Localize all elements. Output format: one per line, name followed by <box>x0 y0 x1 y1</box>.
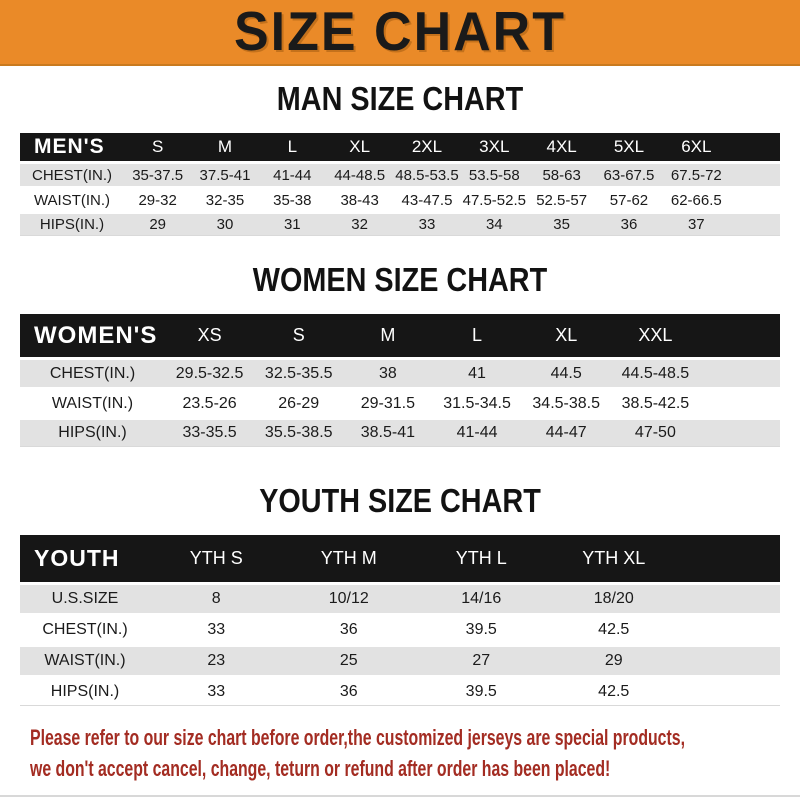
size-value-cell: 38.5-42.5 <box>611 390 700 417</box>
table-row <box>20 647 780 675</box>
size-value-cell: 42.5 <box>548 616 681 644</box>
column-header: S <box>254 314 343 357</box>
man-size-chart-section <box>0 83 800 239</box>
column-header: 4XL <box>528 133 595 161</box>
size-value-cell: 58-63 <box>528 164 595 186</box>
size-chart-banner <box>0 0 800 66</box>
size-value-cell: 29 <box>548 647 681 675</box>
size-value-cell: 36 <box>283 678 416 706</box>
section-heading-man: MAN SIZE CHART <box>276 81 524 118</box>
column-header: L <box>432 314 521 357</box>
table-row <box>20 616 780 644</box>
table-header-bar <box>20 133 780 161</box>
column-header: XL <box>522 314 611 357</box>
youth-size-table <box>20 532 780 709</box>
size-value-cell: 29 <box>124 214 191 236</box>
size-value-cell: 23 <box>150 647 283 675</box>
column-header: YTH L <box>415 535 548 582</box>
womens-size-table <box>20 311 780 450</box>
column-header: S <box>124 133 191 161</box>
size-value-cell: 33 <box>150 678 283 706</box>
row-label: CHEST(IN.) <box>20 164 124 186</box>
size-value-cell: 14/16 <box>415 585 548 613</box>
size-value-cell: 48.5-53.5 <box>393 164 460 186</box>
size-value-cell: 42.5 <box>548 678 681 706</box>
size-value-cell: 44-47 <box>522 420 611 447</box>
row-label: HIPS(IN.) <box>20 214 124 236</box>
women-size-chart-section <box>0 264 800 450</box>
column-header: M <box>343 314 432 357</box>
table-row <box>20 390 780 417</box>
table-group-label: WOMEN'S <box>20 314 165 357</box>
row-filler <box>730 164 780 186</box>
section-heading-youth: YOUTH SIZE CHART <box>259 483 541 520</box>
size-value-cell: 8 <box>150 585 283 613</box>
column-header: YTH M <box>283 535 416 582</box>
table-row <box>20 360 780 387</box>
size-value-cell: 38.5-41 <box>343 420 432 447</box>
size-value-cell: 26-29 <box>254 390 343 417</box>
size-value-cell: 39.5 <box>415 616 548 644</box>
size-value-cell: 44.5-48.5 <box>611 360 700 387</box>
row-label: CHEST(IN.) <box>20 360 165 387</box>
table-header-bar <box>20 314 780 357</box>
size-value-cell: 32.5-35.5 <box>254 360 343 387</box>
column-header: 6XL <box>663 133 730 161</box>
header-filler <box>730 133 780 161</box>
row-label: HIPS(IN.) <box>20 678 150 706</box>
row-filler <box>730 214 780 236</box>
column-header: 5XL <box>595 133 662 161</box>
size-value-cell: 47.5-52.5 <box>461 189 528 211</box>
footer-line-1: Please refer to our size chart before order,the customized jerseys are special products, <box>30 725 685 750</box>
size-value-cell: 31.5-34.5 <box>432 390 521 417</box>
size-value-cell: 29-32 <box>124 189 191 211</box>
row-filler <box>680 678 780 706</box>
column-header: 2XL <box>393 133 460 161</box>
row-label: WAIST(IN.) <box>20 390 165 417</box>
column-header: L <box>259 133 326 161</box>
row-filler <box>700 360 780 387</box>
size-value-cell: 30 <box>191 214 258 236</box>
mens-size-table <box>20 130 780 239</box>
table-group-label: YOUTH <box>20 535 150 582</box>
size-value-cell: 32-35 <box>191 189 258 211</box>
row-label: CHEST(IN.) <box>20 616 150 644</box>
row-filler <box>680 616 780 644</box>
size-value-cell: 47-50 <box>611 420 700 447</box>
size-value-cell: 52.5-57 <box>528 189 595 211</box>
size-value-cell: 10/12 <box>283 585 416 613</box>
column-header: XS <box>165 314 254 357</box>
size-value-cell: 29.5-32.5 <box>165 360 254 387</box>
size-value-cell: 35 <box>528 214 595 236</box>
youth-size-chart-section <box>0 485 800 709</box>
row-filler <box>700 420 780 447</box>
footer-line-2: we don't accept cancel, change, teturn or refund after order has been placed! <box>30 756 611 781</box>
size-value-cell: 31 <box>259 214 326 236</box>
size-value-cell: 36 <box>595 214 662 236</box>
size-value-cell: 35.5-38.5 <box>254 420 343 447</box>
row-filler <box>700 390 780 417</box>
size-value-cell: 63-67.5 <box>595 164 662 186</box>
row-label: HIPS(IN.) <box>20 420 165 447</box>
size-value-cell: 62-66.5 <box>663 189 730 211</box>
size-value-cell: 67.5-72 <box>663 164 730 186</box>
table-row <box>20 214 780 236</box>
row-label: WAIST(IN.) <box>20 189 124 211</box>
header-filler <box>700 314 780 357</box>
row-filler <box>680 647 780 675</box>
column-header: YTH XL <box>548 535 681 582</box>
size-value-cell: 38 <box>343 360 432 387</box>
table-row <box>20 189 780 211</box>
size-value-cell: 23.5-26 <box>165 390 254 417</box>
size-value-cell: 33-35.5 <box>165 420 254 447</box>
row-filler <box>730 189 780 211</box>
size-value-cell: 32 <box>326 214 393 236</box>
size-value-cell: 27 <box>415 647 548 675</box>
size-value-cell: 43-47.5 <box>393 189 460 211</box>
column-header: 3XL <box>461 133 528 161</box>
row-label: U.S.SIZE <box>20 585 150 613</box>
column-header: XXL <box>611 314 700 357</box>
column-header: YTH S <box>150 535 283 582</box>
size-value-cell: 37.5-41 <box>191 164 258 186</box>
size-value-cell: 34.5-38.5 <box>522 390 611 417</box>
header-filler <box>680 535 780 582</box>
size-value-cell: 38-43 <box>326 189 393 211</box>
size-value-cell: 34 <box>461 214 528 236</box>
table-header-bar <box>20 535 780 582</box>
table-row <box>20 678 780 706</box>
size-value-cell: 39.5 <box>415 678 548 706</box>
size-value-cell: 53.5-58 <box>461 164 528 186</box>
size-value-cell: 37 <box>663 214 730 236</box>
size-value-cell: 35-38 <box>259 189 326 211</box>
table-row <box>20 164 780 186</box>
section-heading-women: WOMEN SIZE CHART <box>252 262 548 299</box>
size-value-cell: 44.5 <box>522 360 611 387</box>
footer-note <box>30 722 800 784</box>
table-row <box>20 585 780 613</box>
size-value-cell: 57-62 <box>595 189 662 211</box>
row-label: WAIST(IN.) <box>20 647 150 675</box>
column-header: XL <box>326 133 393 161</box>
table-row <box>20 420 780 447</box>
size-value-cell: 35-37.5 <box>124 164 191 186</box>
bottom-divider <box>0 795 800 797</box>
size-value-cell: 36 <box>283 616 416 644</box>
size-value-cell: 29-31.5 <box>343 390 432 417</box>
size-value-cell: 44-48.5 <box>326 164 393 186</box>
table-group-label: MEN'S <box>20 133 124 161</box>
size-value-cell: 33 <box>150 616 283 644</box>
size-value-cell: 41-44 <box>259 164 326 186</box>
size-value-cell: 41-44 <box>432 420 521 447</box>
size-value-cell: 18/20 <box>548 585 681 613</box>
size-value-cell: 33 <box>393 214 460 236</box>
banner-title: SIZE CHART <box>234 1 566 63</box>
column-header: M <box>191 133 258 161</box>
row-filler <box>680 585 780 613</box>
size-value-cell: 41 <box>432 360 521 387</box>
size-value-cell: 25 <box>283 647 416 675</box>
